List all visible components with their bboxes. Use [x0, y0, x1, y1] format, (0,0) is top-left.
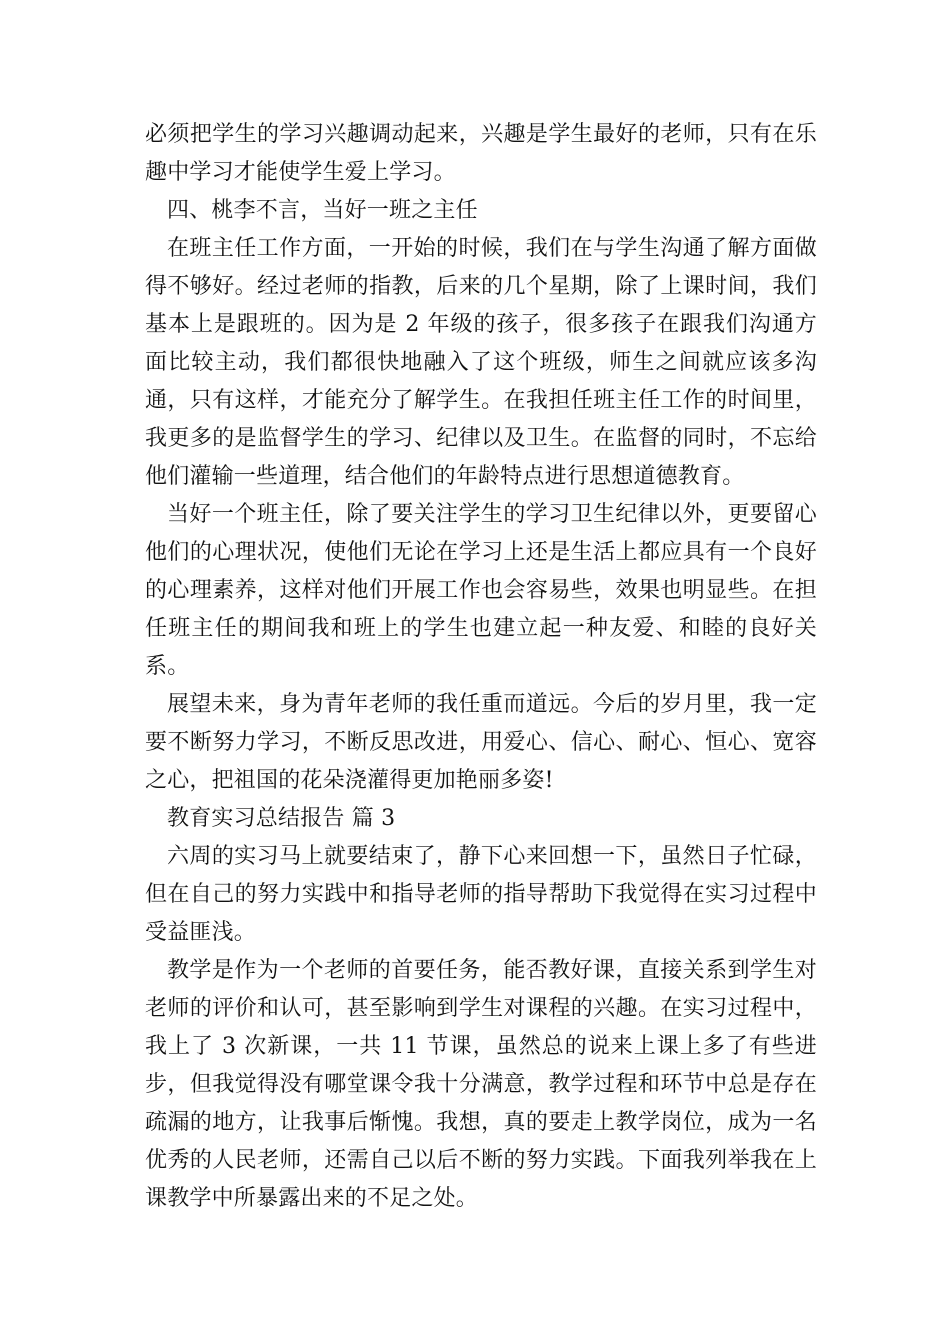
paragraph-continuation: 必须把学生的学习兴趣调动起来，兴趣是学生最好的老师，只有在乐趣中学习才能使学生爱上学习。: [145, 122, 817, 185]
section-heading: 四、桃李不言，当好一班之主任: [167, 198, 478, 223]
paragraph: 六周的实习马上就要结束了，静下心来回想一下，虽然日子忙碌，但在自己的努力实践中和指导老师的指导帮助下我觉得在实习过程中受益匪浅。: [145, 844, 817, 945]
document-body: [145, 116, 817, 1218]
paragraph: 教学是作为一个老师的首要任务，能否教好课，直接关系到学生对老师的评价和认可，甚至影响到学生对课程的兴趣。在实习过程中，我上了 3 次新课，一共 11 节课，虽然总的说来上课上多了有些进步，但我觉得没有哪堂课令我十分满意，教学过程和环节中总是存在疏漏的地方，让我事后惭愧。我想，真的要走上教学岗位，成为一名优秀的人民老师，还需自己以后不断的努力实践。下面我列举我在上课教学中所暴露出来的不足之处。: [145, 958, 817, 1211]
paragraph: 展望未来，身为青年老师的我任重而道远。今后的岁月里，我一定要不断努力学习，不断反思改进，用爱心、信心、耐心、恒心、宽容之心，把祖国的花朵浇灌得更加艳丽多姿!: [145, 692, 817, 793]
paragraph: 在班主任工作方面，一开始的时候，我们在与学生沟通了解方面做得不够好。经过老师的指教，后来的几个星期，除了上课时间，我们基本上是跟班的。因为是 2 年级的孩子，很多孩子在跟我们沟通方面比较主动，我们都很快地融入了这个班级，师生之间就应该多沟通，只有这样，才能充分了解学生。在我担任班主任工作的时间里，我更多的是监督学生的学习、纪律以及卫生。在监督的同时，不忘给他们灌输一些道理，结合他们的年龄特点进行思想道德教育。: [145, 236, 817, 489]
paragraph: 当好一个班主任，除了要关注学生的学习卫生纪律以外，更要留心他们的心理状况，使他们无论在学习上还是生活上都应具有一个良好的心理素养，这样对他们开展工作也会容易些，效果也明显些。在担任班主任的期间我和班上的学生也建立起一种友爱、和睦的良好关系。: [145, 502, 817, 679]
article-heading: 教育实习总结报告 篇 3: [167, 806, 396, 831]
